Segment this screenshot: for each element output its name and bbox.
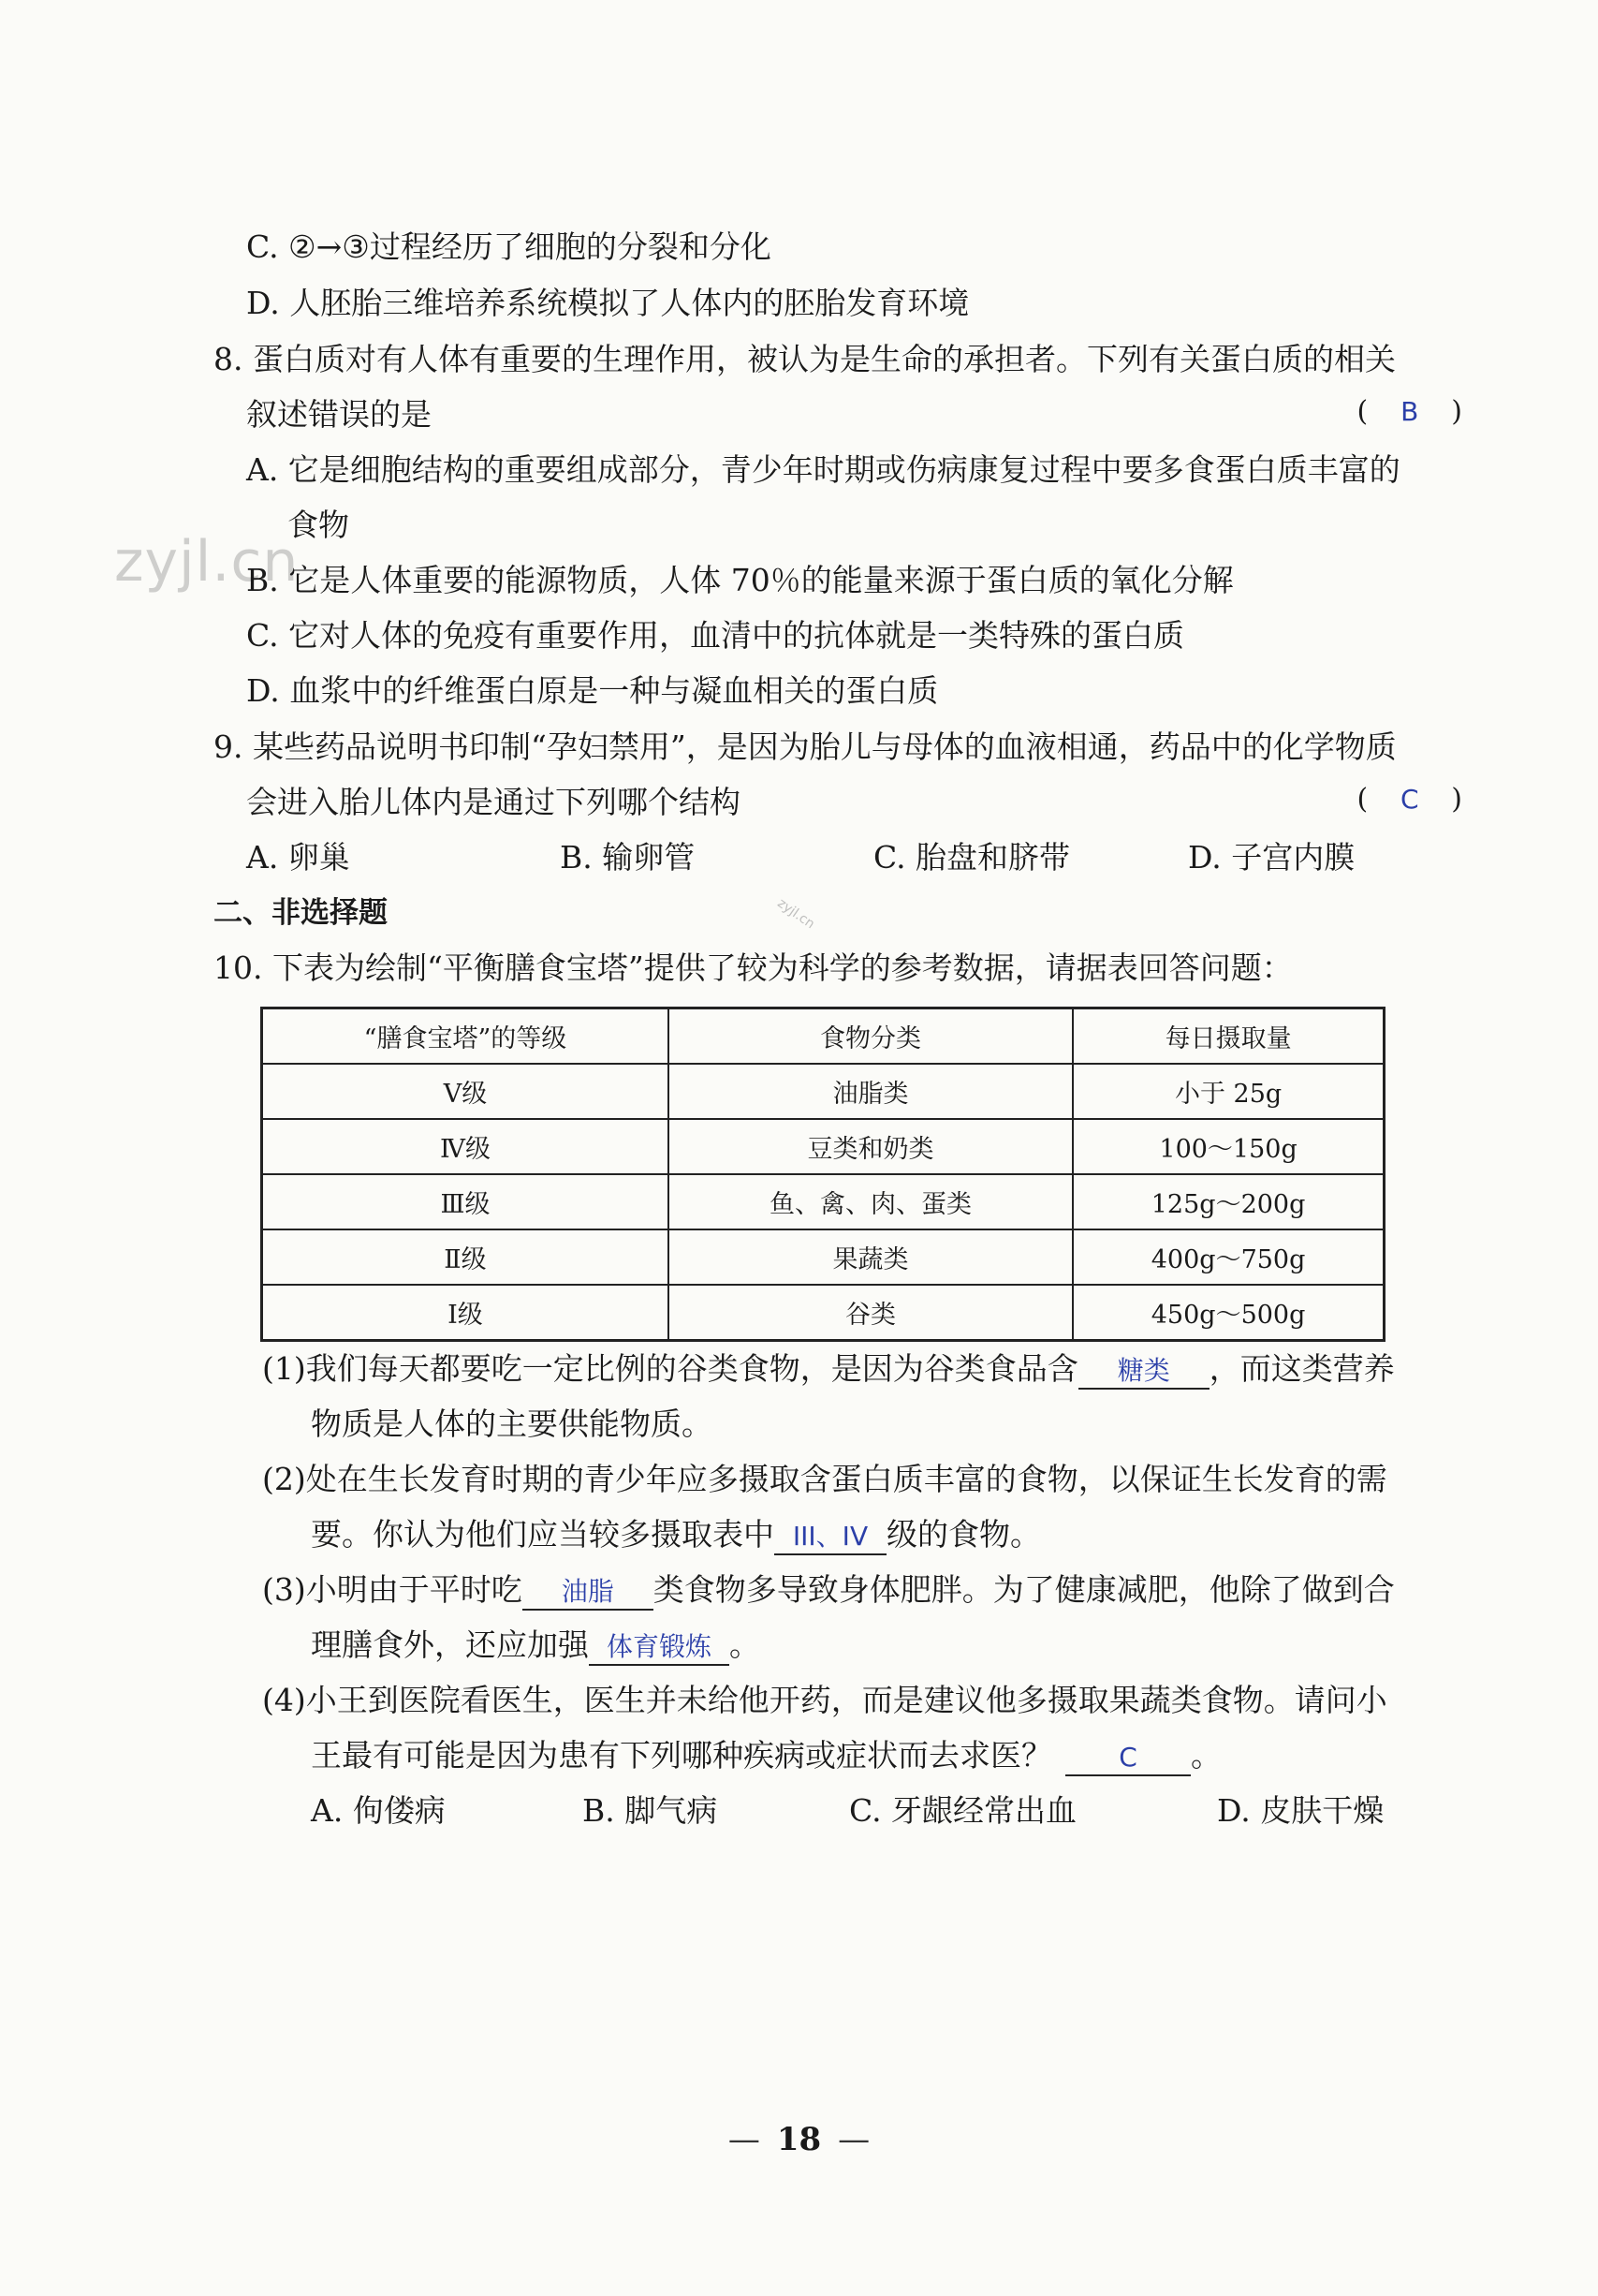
q10-part2-blank (774, 1518, 887, 1555)
table-cell: Ⅲ级 (262, 1174, 668, 1229)
q10-part2-line2 (311, 1513, 1462, 1556)
q9-answer: C (1400, 784, 1419, 815)
table-header-cell: “膳食宝塔”的等级 (262, 1008, 668, 1065)
q7-option-d: D. 人胚胎三维培养系统模拟了人体内的胚胎发育环境 (246, 285, 970, 321)
q10-part4-answer: C (1119, 1742, 1137, 1773)
dash-right: — (838, 2121, 871, 2158)
q8-stem-line2: 叙述错误的是 (246, 396, 432, 433)
table-cell: Ⅴ级 (262, 1064, 668, 1119)
q10-part1-text-b: ，而这类营养 (1209, 1350, 1395, 1387)
q10-part1-line2: 物质是人体的主要供能物质。 (311, 1406, 712, 1442)
table-cell: 鱼、禽、肉、蛋类 (668, 1174, 1073, 1229)
table-cell: Ⅳ级 (262, 1119, 668, 1174)
q9-option-d: D. 子宫内膜 (1188, 839, 1356, 876)
dash-left: — (727, 2121, 760, 2158)
q10-part3-text-b: 类食物多导致身体肥胖。为了健康减肥，他除了做到合 (652, 1571, 1395, 1608)
watermark: zyjl.cn (114, 529, 300, 595)
page-number-footer (0, 2121, 1598, 2158)
table-cell: 400g～750g (1073, 1229, 1384, 1285)
q10-option-b: B. 脚气病 (582, 1792, 718, 1829)
table-row (262, 1174, 1385, 1229)
q10-part3-text-d: 。 (729, 1626, 760, 1663)
page-number: 18 (776, 2121, 822, 2158)
q9-stem-line1: 9. 某些药品说明书印制“孕妇禁用”，是因为胎儿与母体的血液相通，药品中的化学物质 (213, 729, 1397, 765)
q10-option-c: C. 牙龈经常出血 (849, 1792, 1078, 1829)
table-cell: Ⅰ级 (262, 1285, 668, 1341)
table-header-row (262, 1008, 1385, 1065)
q10-part2-answer: III、IV (792, 1521, 869, 1552)
q10-part1-answer: 糖类 (1117, 1355, 1170, 1386)
q10-part3-answer1: 油脂 (561, 1576, 614, 1607)
q10-option-d: D. 皮肤干燥 (1217, 1792, 1385, 1829)
q9-stem-line2: 会进入胎儿体内是通过下列哪个结构 (246, 784, 740, 820)
q10-stem: 10. 下表为绘制“平衡膳食宝塔”提供了较为科学的参考数据，请据表回答问题： (213, 949, 1293, 986)
q10-part4-line2 (311, 1734, 1462, 1777)
q10-part4-text-b: 。 (1191, 1737, 1222, 1774)
q10-part1-blank (1078, 1352, 1209, 1390)
q8-option-b: B. 它是人体重要的能源物质，人体 70％的能量来源于蛋白质的氧化分解 (246, 562, 1234, 598)
q10-part3-blank1 (522, 1573, 653, 1611)
table-cell: 果蔬类 (668, 1229, 1073, 1285)
table-cell: 100～150g (1073, 1119, 1384, 1174)
q10-part4-text-a: 王最有可能是因为患有下列哪种疾病或症状而去求医？ (311, 1737, 1052, 1774)
section-heading: 二、非选择题 (213, 896, 388, 930)
q10-part3-line1 (262, 1568, 1462, 1612)
q8-stem-line1: 8. 蛋白质对有人体有重要的生理作用，被认为是生命的承担者。下列有关蛋白质的相关 (213, 341, 1396, 377)
q10-part1-line1 (262, 1347, 1462, 1391)
table-row (262, 1119, 1385, 1174)
q10-option-a: A. 佝偻病 (311, 1792, 446, 1829)
table-cell: 油脂类 (668, 1064, 1073, 1119)
q9-option-b: B. 输卵管 (560, 839, 696, 876)
q10-part3-text-a: (3)小明由于平时吃 (262, 1571, 522, 1608)
table-cell: 小于 25g (1073, 1064, 1384, 1119)
table-cell: 豆类和奶类 (668, 1119, 1073, 1174)
table-header-cell: 食物分类 (668, 1008, 1073, 1065)
watermark-small: zyjl.cn (774, 895, 818, 933)
q8-option-a-line2: 食物 (287, 507, 349, 543)
q9-option-a: A. 卵巢 (246, 839, 350, 876)
q10-part3-line2 (311, 1624, 1462, 1667)
q8-option-d: D. 血浆中的纤维蛋白原是一种与凝血相关的蛋白质 (246, 672, 939, 709)
q8-answer-bracket: ( B ) (1356, 395, 1462, 428)
table-cell: 谷类 (668, 1285, 1073, 1341)
table-header-cell: 每日摄取量 (1073, 1008, 1384, 1065)
table-row (262, 1285, 1385, 1341)
q10-part3-text-c: 理膳食外，还应加强 (311, 1626, 589, 1663)
q10-part4-blank (1065, 1739, 1191, 1776)
q8-answer: B (1400, 396, 1419, 427)
q10-part2-text-b: 级的食物。 (887, 1516, 1041, 1553)
q9-options (246, 836, 1462, 879)
diet-pagoda-table (260, 1007, 1385, 1342)
q10-part4-options (311, 1789, 1462, 1832)
q10-part2-text-a: 要。你认为他们应当较多摄取表中 (311, 1516, 774, 1553)
table-cell: 450g～500g (1073, 1285, 1384, 1341)
table-row (262, 1229, 1385, 1285)
q10-part3-blank2 (589, 1628, 729, 1666)
table-cell: 125g～200g (1073, 1174, 1384, 1229)
q10-part1-text-a: (1)我们每天都要吃一定比例的谷类食物，是因为谷类食品含 (262, 1350, 1078, 1387)
table-cell: Ⅱ级 (262, 1229, 668, 1285)
q10-part3-answer2: 体育锻炼 (606, 1631, 711, 1662)
q9-answer-bracket: ( C ) (1356, 783, 1462, 816)
q7-option-c: C. ②→③过程经历了细胞的分裂和分化 (246, 228, 771, 265)
table-row (262, 1064, 1385, 1119)
q10-part4-line1: (4)小王到医院看医生，医生并未给他开药，而是建议他多摄取果蔬类食物。请问小 (262, 1682, 1387, 1718)
q10-part2-line1: (2)处在生长发育时期的青少年应多摄取含蛋白质丰富的食物，以保证生长发育的需 (262, 1461, 1387, 1497)
q8-option-a-line1: A. 它是细胞结构的重要组成部分，青少年时期或伤病康复过程中要多食蛋白质丰富的 (246, 451, 1400, 488)
q8-option-c: C. 它对人体的免疫有重要作用，血清中的抗体就是一类特殊的蛋白质 (246, 617, 1185, 654)
q9-option-c: C. 胎盘和脐带 (873, 839, 1071, 876)
